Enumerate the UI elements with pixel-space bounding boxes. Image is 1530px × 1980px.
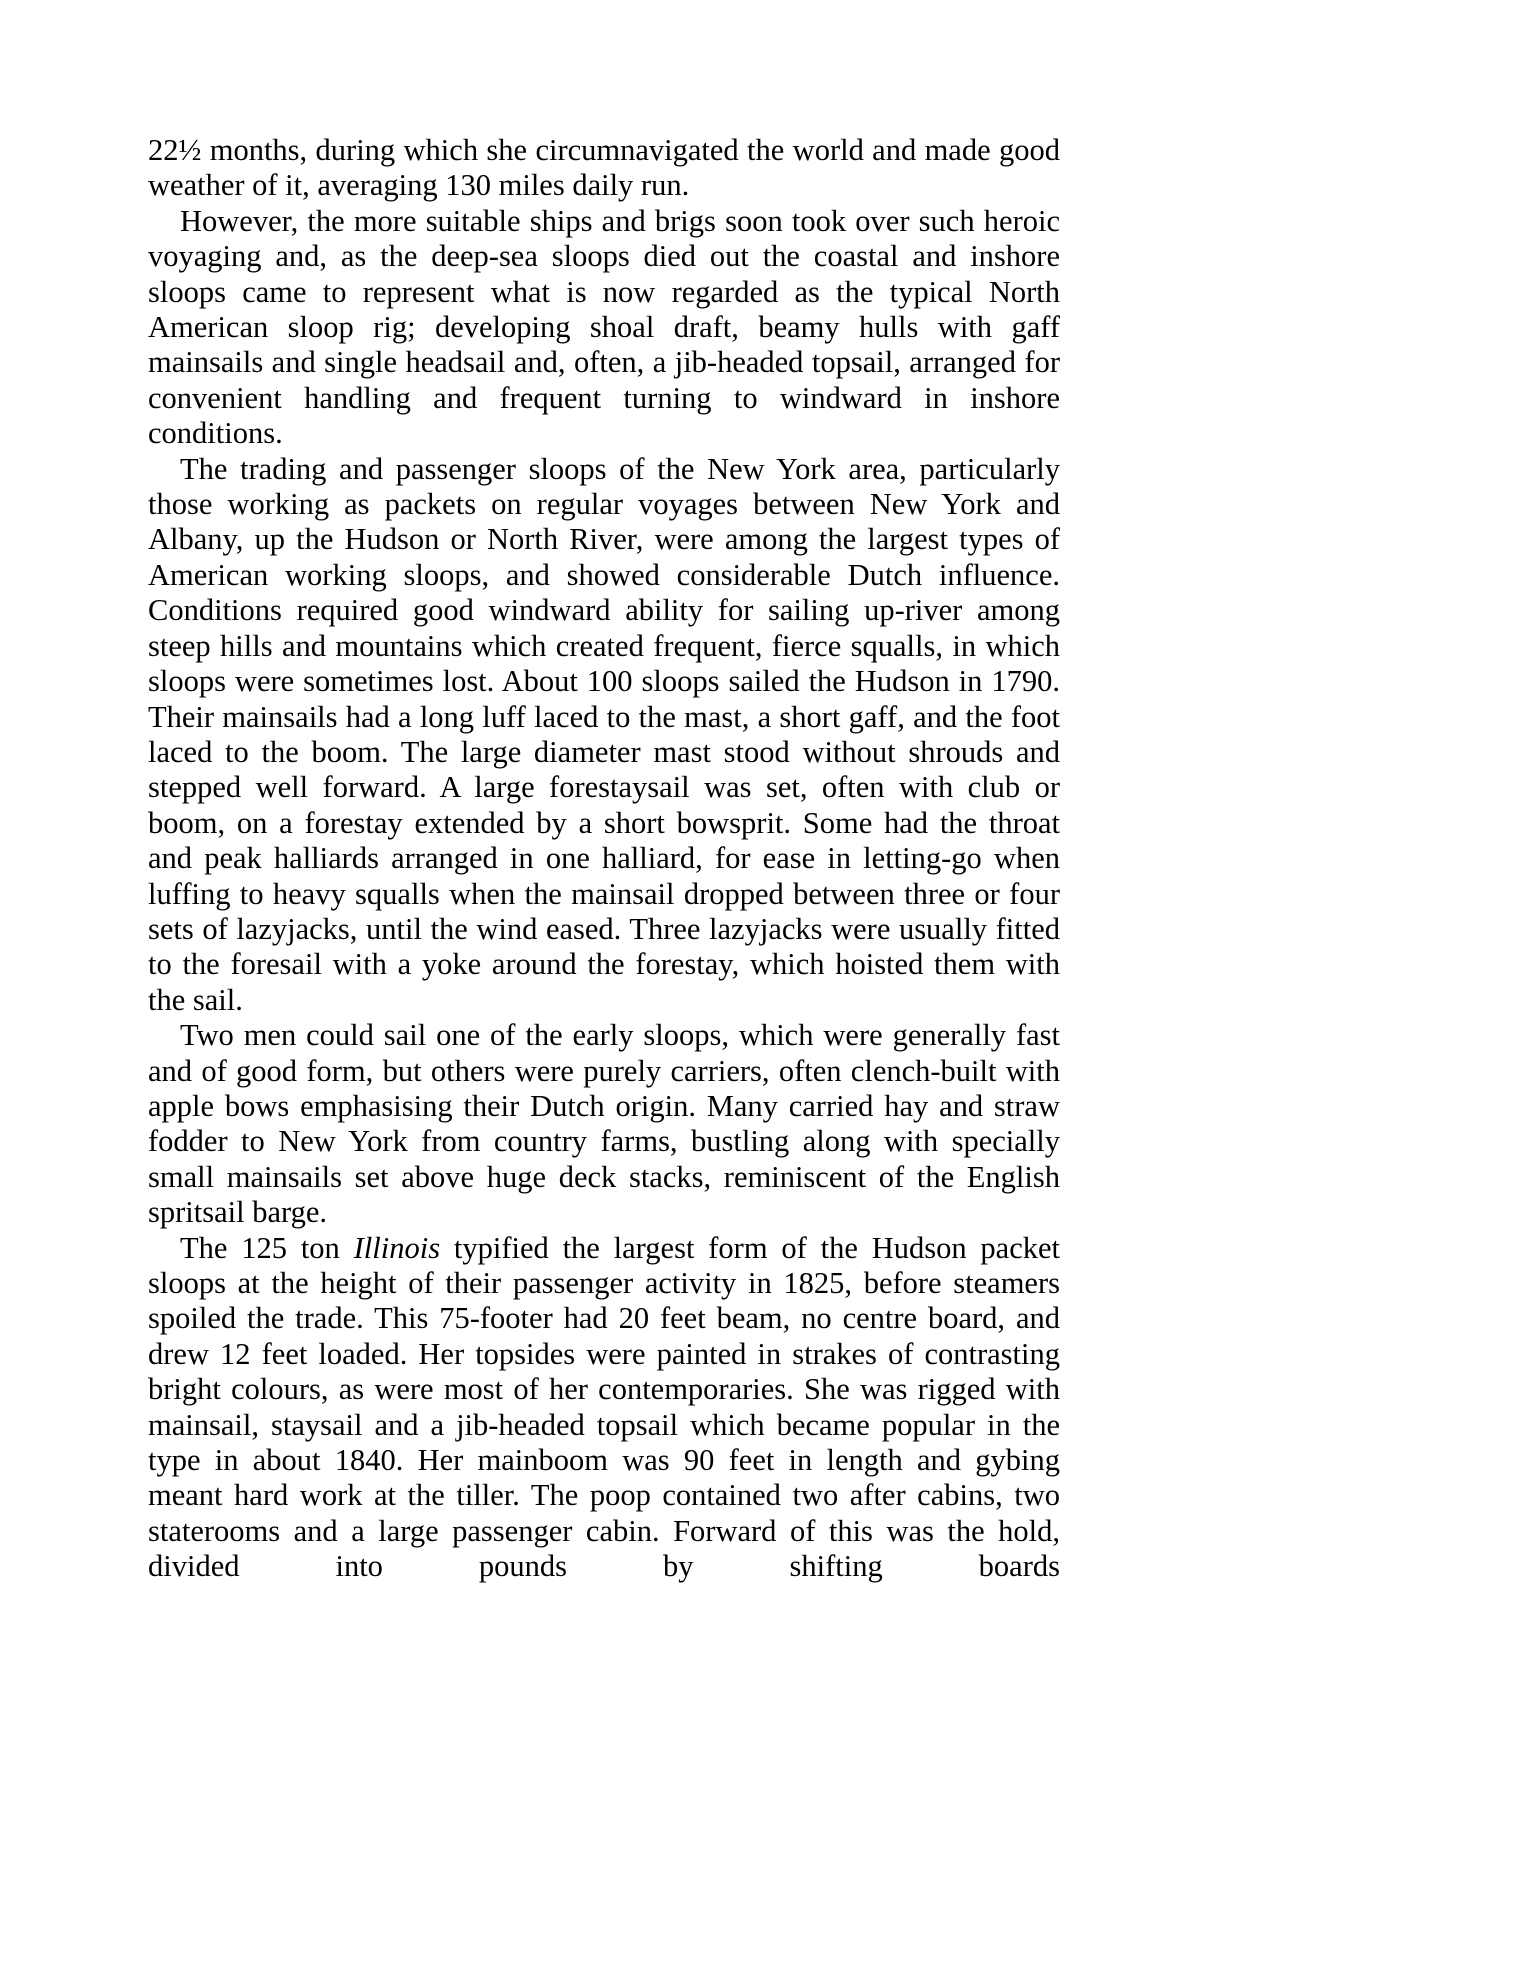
paragraph-2: However, the more suitable ships and brigs soon took over such heroic voyaging and, as the deep-sea sloops died out the coastal and inshore sloops came to represent what is now regarded as the typical North American sloop rig; developing shoal draft, beamy hulls with gaff mainsails and single headsail and, often, a jib-headed topsail, arranged for convenient handling and frequent turning to windward in inshore conditions. bbox=[148, 203, 1060, 451]
paragraph-3: The trading and passenger sloops of the New York area, particularly those working as packets on regular voyages between New York and Albany, up the Hudson or North River, were among the largest types of American working sloops, and showed considerable Dutch influence. Conditions required good windward ability for sailing up-river among steep hills and mountains which created frequent, fierce squalls, in which sloops were sometimes lost. About 100 sloops sailed the Hudson in 1790. Their mainsails had a long luff laced to the mast, a short gaff, and the foot laced to the boom. The large diameter mast stood without shrouds and stepped well forward. A large forestaysail was set, often with club or boom, on a forestay extended by a short bowsprit. Some had the throat and peak halliards arranged in one halliard, for ease in letting-go when luffing to heavy squalls when the mainsail dropped between three or four sets of lazyjacks, until the wind eased. Three lazyjacks were usually fitted to the foresail with a yoke around the forestay, which hoisted them with the sail. bbox=[148, 451, 1060, 1017]
ship-name-illinois: Illinois bbox=[353, 1230, 441, 1265]
paragraph-4: Two men could sail one of the early sloops, which were generally fast and of good form, but others were purely carriers, often clench-built with apple bows emphasising their Dutch origin. Many carried hay and straw fodder to New York from country farms, bustling along with specially small mainsails set above huge deck stacks, reminiscent of the English spritsail barge. bbox=[148, 1018, 1060, 1230]
paragraph-5-text-after-italic: typified the largest form of the Hudson packet sloops at the height of their passenger activity in 1825, before steamers spoiled the trade. This 75-footer had 20 feet beam, no centre board, and drew 12 feet loaded. Her topsides were painted in strakes of contrasting bright colours, as were most of her contemporaries. She was rigged with mainsail, staysail and a jib-headed topsail which became popular in the type in about 1840. Her mainboom was 90 feet in length and gybing meant hard work at the tiller. The poop contained two after cabins, two staterooms and a large passenger cabin. Forward of this was the hold, divided into pounds by shifting boards bbox=[148, 1230, 1060, 1584]
text-column bbox=[148, 133, 1060, 1620]
paragraph-5 bbox=[148, 1231, 1060, 1620]
paragraph-5-text-before-italic: The 125 ton bbox=[180, 1230, 354, 1265]
paragraph-1: 22½ months, during which she circumnavigated the world and made good weather of it, averaging 130 miles daily run. bbox=[148, 133, 1060, 203]
